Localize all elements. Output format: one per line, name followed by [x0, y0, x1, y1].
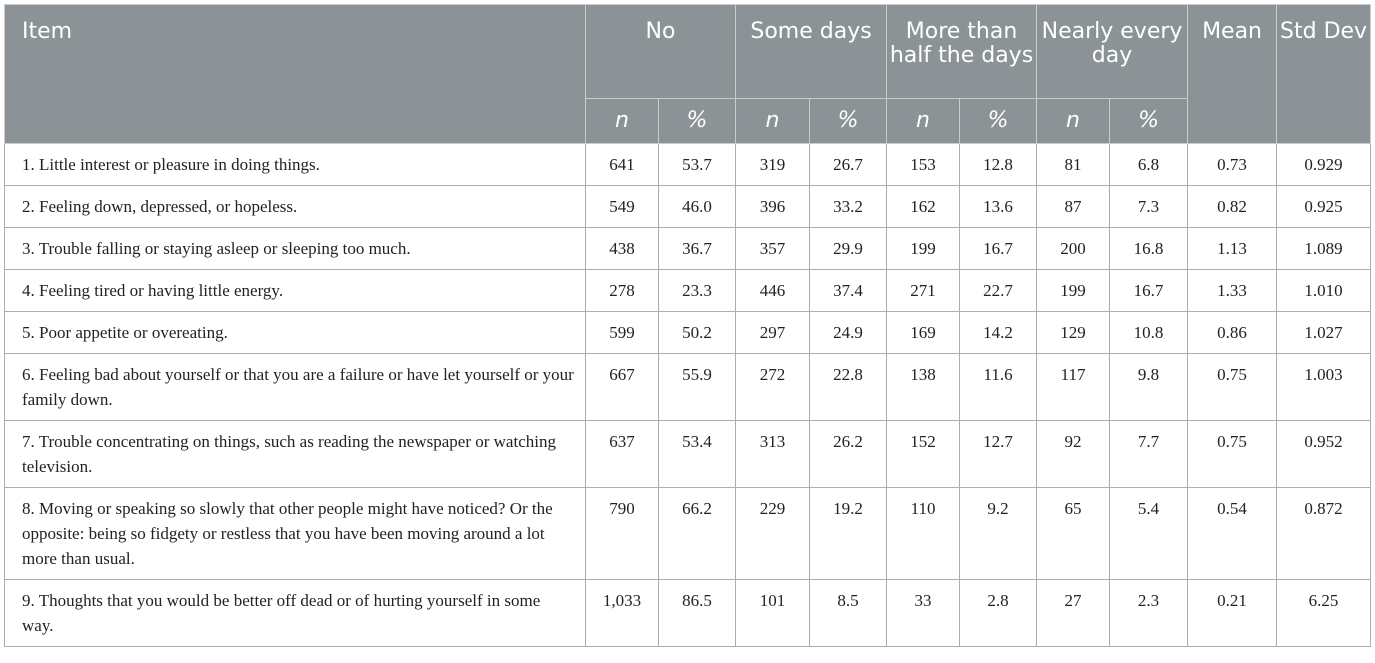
item-cell: 1. Little interest or pleasure in doing things.	[5, 144, 586, 186]
table-row	[5, 228, 1371, 270]
item-cell: 7. Trouble concentrating on things, such as reading the newspaper or watching television.	[5, 421, 586, 488]
percent-subheader: %	[659, 99, 736, 144]
nearly-every-day-n-cell: 87	[1037, 186, 1110, 228]
no-n-cell: 438	[586, 228, 659, 270]
phq9-results-table	[4, 4, 1371, 647]
table-row	[5, 488, 1371, 580]
some-days-n-cell: 319	[736, 144, 810, 186]
item-cell: 9. Thoughts that you would be better off dead or of hurting yourself in some way.	[5, 580, 586, 647]
std-dev-cell: 1.027	[1277, 312, 1371, 354]
item-cell: 6. Feeling bad about yourself or that you are a failure or have let yourself or your family down.	[5, 354, 586, 421]
mean-cell: 0.75	[1188, 354, 1277, 421]
more-than-half-pct-cell: 12.7	[960, 421, 1037, 488]
more-than-half-n-cell: 153	[887, 144, 960, 186]
no-pct-cell: 36.7	[659, 228, 736, 270]
some-days-n-cell: 313	[736, 421, 810, 488]
more-than-half-pct-cell: 22.7	[960, 270, 1037, 312]
n-subheader: n	[586, 99, 659, 144]
some-days-n-cell: 396	[736, 186, 810, 228]
std-dev-cell: 1.010	[1277, 270, 1371, 312]
no-n-cell: 1,033	[586, 580, 659, 647]
some-days-pct-cell: 29.9	[810, 228, 887, 270]
mean-cell: 0.73	[1188, 144, 1277, 186]
std-dev-cell: 0.925	[1277, 186, 1371, 228]
table-row	[5, 144, 1371, 186]
item-cell: 4. Feeling tired or having little energy.	[5, 270, 586, 312]
percent-subheader: %	[1110, 99, 1188, 144]
nearly-every-day-pct-cell: 9.8	[1110, 354, 1188, 421]
nearly-every-day-pct-cell: 7.3	[1110, 186, 1188, 228]
more-than-half-column-header: More than half the days	[887, 5, 1037, 99]
no-n-cell: 637	[586, 421, 659, 488]
mean-cell: 0.54	[1188, 488, 1277, 580]
more-than-half-n-cell: 33	[887, 580, 960, 647]
some-days-n-cell: 297	[736, 312, 810, 354]
no-n-cell: 641	[586, 144, 659, 186]
some-days-pct-cell: 26.7	[810, 144, 887, 186]
no-pct-cell: 50.2	[659, 312, 736, 354]
mean-cell: 0.82	[1188, 186, 1277, 228]
nearly-every-day-pct-cell: 2.3	[1110, 580, 1188, 647]
table-row	[5, 421, 1371, 488]
some-days-pct-cell: 26.2	[810, 421, 887, 488]
item-cell: 5. Poor appetite or overeating.	[5, 312, 586, 354]
no-n-cell: 599	[586, 312, 659, 354]
no-pct-cell: 55.9	[659, 354, 736, 421]
percent-subheader: %	[960, 99, 1037, 144]
no-pct-cell: 53.7	[659, 144, 736, 186]
table-row	[5, 354, 1371, 421]
nearly-every-day-pct-cell: 10.8	[1110, 312, 1188, 354]
std-dev-cell: 0.952	[1277, 421, 1371, 488]
n-subheader: n	[887, 99, 960, 144]
more-than-half-pct-cell: 9.2	[960, 488, 1037, 580]
nearly-every-day-n-cell: 92	[1037, 421, 1110, 488]
std-dev-cell: 1.089	[1277, 228, 1371, 270]
some-days-n-cell: 272	[736, 354, 810, 421]
nearly-every-day-pct-cell: 7.7	[1110, 421, 1188, 488]
mean-cell: 0.21	[1188, 580, 1277, 647]
more-than-half-pct-cell: 11.6	[960, 354, 1037, 421]
more-than-half-n-cell: 138	[887, 354, 960, 421]
no-pct-cell: 66.2	[659, 488, 736, 580]
mean-cell: 1.33	[1188, 270, 1277, 312]
no-n-cell: 549	[586, 186, 659, 228]
more-than-half-n-cell: 110	[887, 488, 960, 580]
item-cell: 8. Moving or speaking so slowly that other people might have noticed? Or the opposite: being so fidgety or restless that you have been moving around a lot more than usual.	[5, 488, 586, 580]
nearly-every-day-column-header: Nearly every day	[1037, 5, 1188, 99]
no-pct-cell: 53.4	[659, 421, 736, 488]
nearly-every-day-n-cell: 199	[1037, 270, 1110, 312]
some-days-pct-cell: 24.9	[810, 312, 887, 354]
percent-subheader: %	[810, 99, 887, 144]
more-than-half-pct-cell: 14.2	[960, 312, 1037, 354]
some-days-column-header: Some days	[736, 5, 887, 99]
more-than-half-n-cell: 162	[887, 186, 960, 228]
std-dev-column-header: Std Dev	[1277, 5, 1371, 144]
more-than-half-n-cell: 199	[887, 228, 960, 270]
some-days-pct-cell: 33.2	[810, 186, 887, 228]
no-pct-cell: 46.0	[659, 186, 736, 228]
std-dev-cell: 0.872	[1277, 488, 1371, 580]
table-row	[5, 270, 1371, 312]
no-pct-cell: 23.3	[659, 270, 736, 312]
nearly-every-day-pct-cell: 6.8	[1110, 144, 1188, 186]
item-column-header: Item	[5, 5, 586, 144]
no-pct-cell: 86.5	[659, 580, 736, 647]
some-days-n-cell: 357	[736, 228, 810, 270]
more-than-half-n-cell: 271	[887, 270, 960, 312]
more-than-half-n-cell: 169	[887, 312, 960, 354]
more-than-half-pct-cell: 13.6	[960, 186, 1037, 228]
more-than-half-pct-cell: 2.8	[960, 580, 1037, 647]
mean-cell: 0.75	[1188, 421, 1277, 488]
nearly-every-day-pct-cell: 16.7	[1110, 270, 1188, 312]
no-column-header: No	[586, 5, 736, 99]
more-than-half-pct-cell: 12.8	[960, 144, 1037, 186]
some-days-n-cell: 101	[736, 580, 810, 647]
more-than-half-pct-cell: 16.7	[960, 228, 1037, 270]
table-row	[5, 312, 1371, 354]
some-days-pct-cell: 19.2	[810, 488, 887, 580]
std-dev-cell: 6.25	[1277, 580, 1371, 647]
nearly-every-day-n-cell: 117	[1037, 354, 1110, 421]
more-than-half-n-cell: 152	[887, 421, 960, 488]
std-dev-cell: 0.929	[1277, 144, 1371, 186]
nearly-every-day-n-cell: 65	[1037, 488, 1110, 580]
mean-cell: 1.13	[1188, 228, 1277, 270]
no-n-cell: 667	[586, 354, 659, 421]
nearly-every-day-n-cell: 200	[1037, 228, 1110, 270]
item-cell: 3. Trouble falling or staying asleep or sleeping too much.	[5, 228, 586, 270]
some-days-pct-cell: 8.5	[810, 580, 887, 647]
std-dev-cell: 1.003	[1277, 354, 1371, 421]
nearly-every-day-pct-cell: 5.4	[1110, 488, 1188, 580]
nearly-every-day-pct-cell: 16.8	[1110, 228, 1188, 270]
table-row	[5, 580, 1371, 647]
some-days-n-cell: 446	[736, 270, 810, 312]
some-days-n-cell: 229	[736, 488, 810, 580]
mean-column-header: Mean	[1188, 5, 1277, 144]
no-n-cell: 790	[586, 488, 659, 580]
n-subheader: n	[1037, 99, 1110, 144]
n-subheader: n	[736, 99, 810, 144]
some-days-pct-cell: 22.8	[810, 354, 887, 421]
nearly-every-day-n-cell: 129	[1037, 312, 1110, 354]
mean-cell: 0.86	[1188, 312, 1277, 354]
no-n-cell: 278	[586, 270, 659, 312]
some-days-pct-cell: 37.4	[810, 270, 887, 312]
item-cell: 2. Feeling down, depressed, or hopeless.	[5, 186, 586, 228]
nearly-every-day-n-cell: 27	[1037, 580, 1110, 647]
table-row	[5, 186, 1371, 228]
nearly-every-day-n-cell: 81	[1037, 144, 1110, 186]
